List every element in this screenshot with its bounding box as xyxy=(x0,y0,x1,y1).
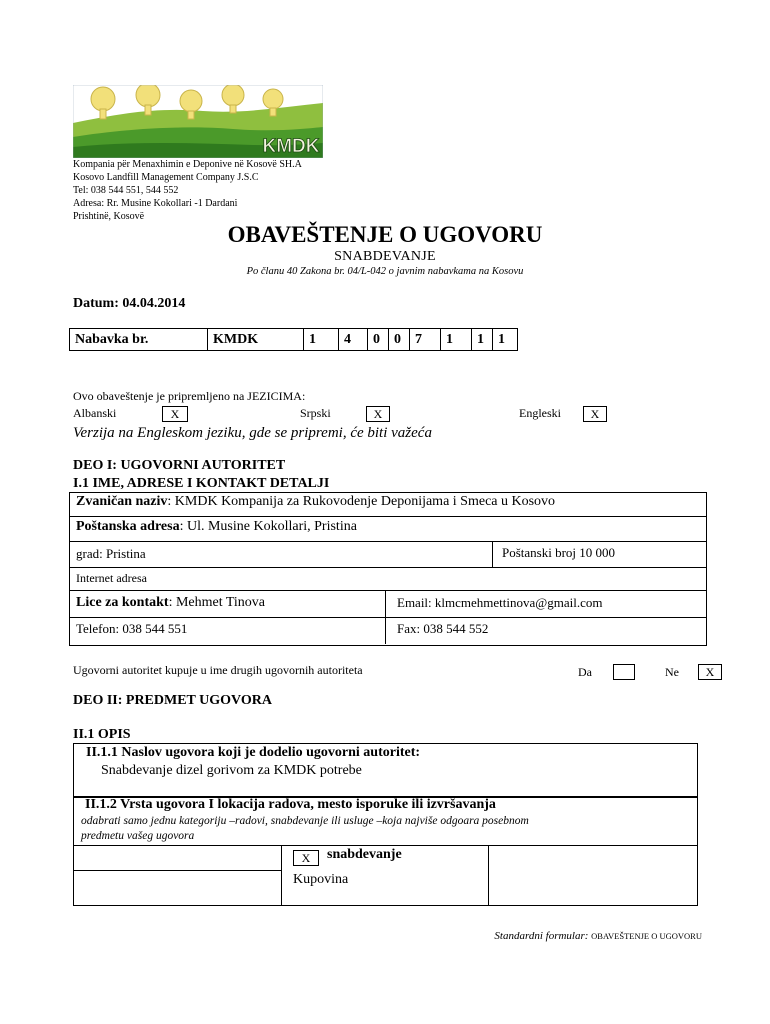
procurement-digit: 1 xyxy=(304,329,339,351)
contract-type-hint: predmetu vašeg ugovora xyxy=(81,830,195,842)
language-serbian-label: Srpski xyxy=(300,406,331,420)
company-line: Kosovo Landfill Management Company J.S.C xyxy=(73,172,259,183)
procurement-digit: 4 xyxy=(339,329,368,351)
language-english-label: Engleski xyxy=(519,406,561,420)
supply-checkbox[interactable]: X xyxy=(293,850,319,866)
procurement-digit: 0 xyxy=(368,329,389,351)
procurement-digit: 7 xyxy=(410,329,441,351)
footer: Standardni formular: OBAVEŠTENJE O UGOVORU xyxy=(494,930,702,942)
company-line: Tel: 038 544 551, 544 552 xyxy=(73,185,179,196)
internet-address: Internet adresa xyxy=(76,571,147,585)
section-2-heading: DEO II: PREDMET UGOVORA xyxy=(73,693,272,708)
procurement-digit: 1 xyxy=(472,329,493,351)
date-label: Datum: 04.04.2014 xyxy=(73,296,186,311)
company-info xyxy=(73,158,302,223)
answer-ne-label: Ne xyxy=(665,665,679,679)
company-line: Adresa: Rr. Musine Kokollari -1 Dardani xyxy=(73,198,238,209)
logo-text: KMDK xyxy=(262,136,320,157)
fax: Fax: 038 544 552 xyxy=(397,621,489,636)
email: Email: klmcmehmettinova@gmail.com xyxy=(397,595,603,610)
section-1-heading: DEO I: UGOVORNI AUTORITET xyxy=(73,458,286,473)
city: grad: Pristina xyxy=(76,546,146,561)
language-english-checkbox[interactable]: X xyxy=(583,406,607,422)
kmdk-logo-graphic xyxy=(73,85,323,158)
document-subtitle: SNABDEVANJE xyxy=(334,249,436,264)
language-note: Verzija na Engleskom jeziku, gde se pripremi, će biti važeća xyxy=(73,425,432,441)
answer-da-label: Da xyxy=(578,665,592,679)
legal-basis: Po članu 40 Zakona br. 04/L-042 o javnim nabavkama na Kosovu xyxy=(246,266,524,277)
languages-intro: Ovo obaveštenje je pripremljeno na JEZICIMA: xyxy=(73,389,306,403)
language-albanian-label: Albanski xyxy=(73,406,117,420)
kmdk-logo xyxy=(73,85,323,158)
procurement-digit: 1 xyxy=(493,329,518,351)
contract-type-hint: odabrati samo jednu kategoriju –radovi, snabdevanje ili usluge –koja najviše odgoara posebnom xyxy=(81,815,529,827)
company-line: Prishtinë, Kosovë xyxy=(73,211,145,222)
official-name: Zvaničan naziv: KMDK Kompanija za Rukovodenje Deponijama i Smeca u Kosovo xyxy=(76,494,556,509)
language-serbian-checkbox[interactable]: X xyxy=(366,406,390,422)
language-albanian-checkbox[interactable]: X xyxy=(162,406,188,422)
procurement-digit: 1 xyxy=(441,329,472,351)
phone: Telefon: 038 544 551 xyxy=(76,621,188,636)
procurement-number-label: Nabavka br. xyxy=(70,329,208,351)
procurement-digit: 0 xyxy=(389,329,410,351)
contact-person: Lice za kontakt: Mehmet Tinova xyxy=(76,595,266,610)
procurement-number-table xyxy=(69,328,518,351)
on-behalf-question: Ugovorni autoritet kupuje u ime drugih ugovornih autoriteta xyxy=(73,663,363,677)
answer-da-checkbox[interactable] xyxy=(613,664,635,680)
answer-ne-checkbox[interactable]: X xyxy=(698,664,722,680)
procurement-code: KMDK xyxy=(208,329,304,351)
contract-title-label: II.1.1 Naslov ugovora koji je dodelio ugovorni autoritet: xyxy=(86,745,421,760)
company-line: Kompania për Menaxhimin e Deponive në Kosovë SH.A xyxy=(73,159,302,170)
contract-type-label: II.1.2 Vrsta ugovora I lokacija radova, mesto isporuke ili izvršavanja xyxy=(85,797,496,812)
section-1-subheading: I.1 IME, ADRESE I KONTAKT DETALJI xyxy=(73,476,330,491)
supply-label: snabdevanje xyxy=(327,847,402,862)
purchase-label: Kupovina xyxy=(293,872,349,887)
document-title: OBAVEŠTENJE O UGOVORU xyxy=(227,222,543,247)
postal-code: Poštanski broj 10 000 xyxy=(502,545,616,560)
contract-title-value: Snabdevanje dizel gorivom za KMDK potrebe xyxy=(101,763,362,778)
postal-address: Poštanska adresa: Ul. Musine Kokollari, Pristina xyxy=(76,519,357,534)
section-2-opis: II.1 OPIS xyxy=(73,727,131,742)
